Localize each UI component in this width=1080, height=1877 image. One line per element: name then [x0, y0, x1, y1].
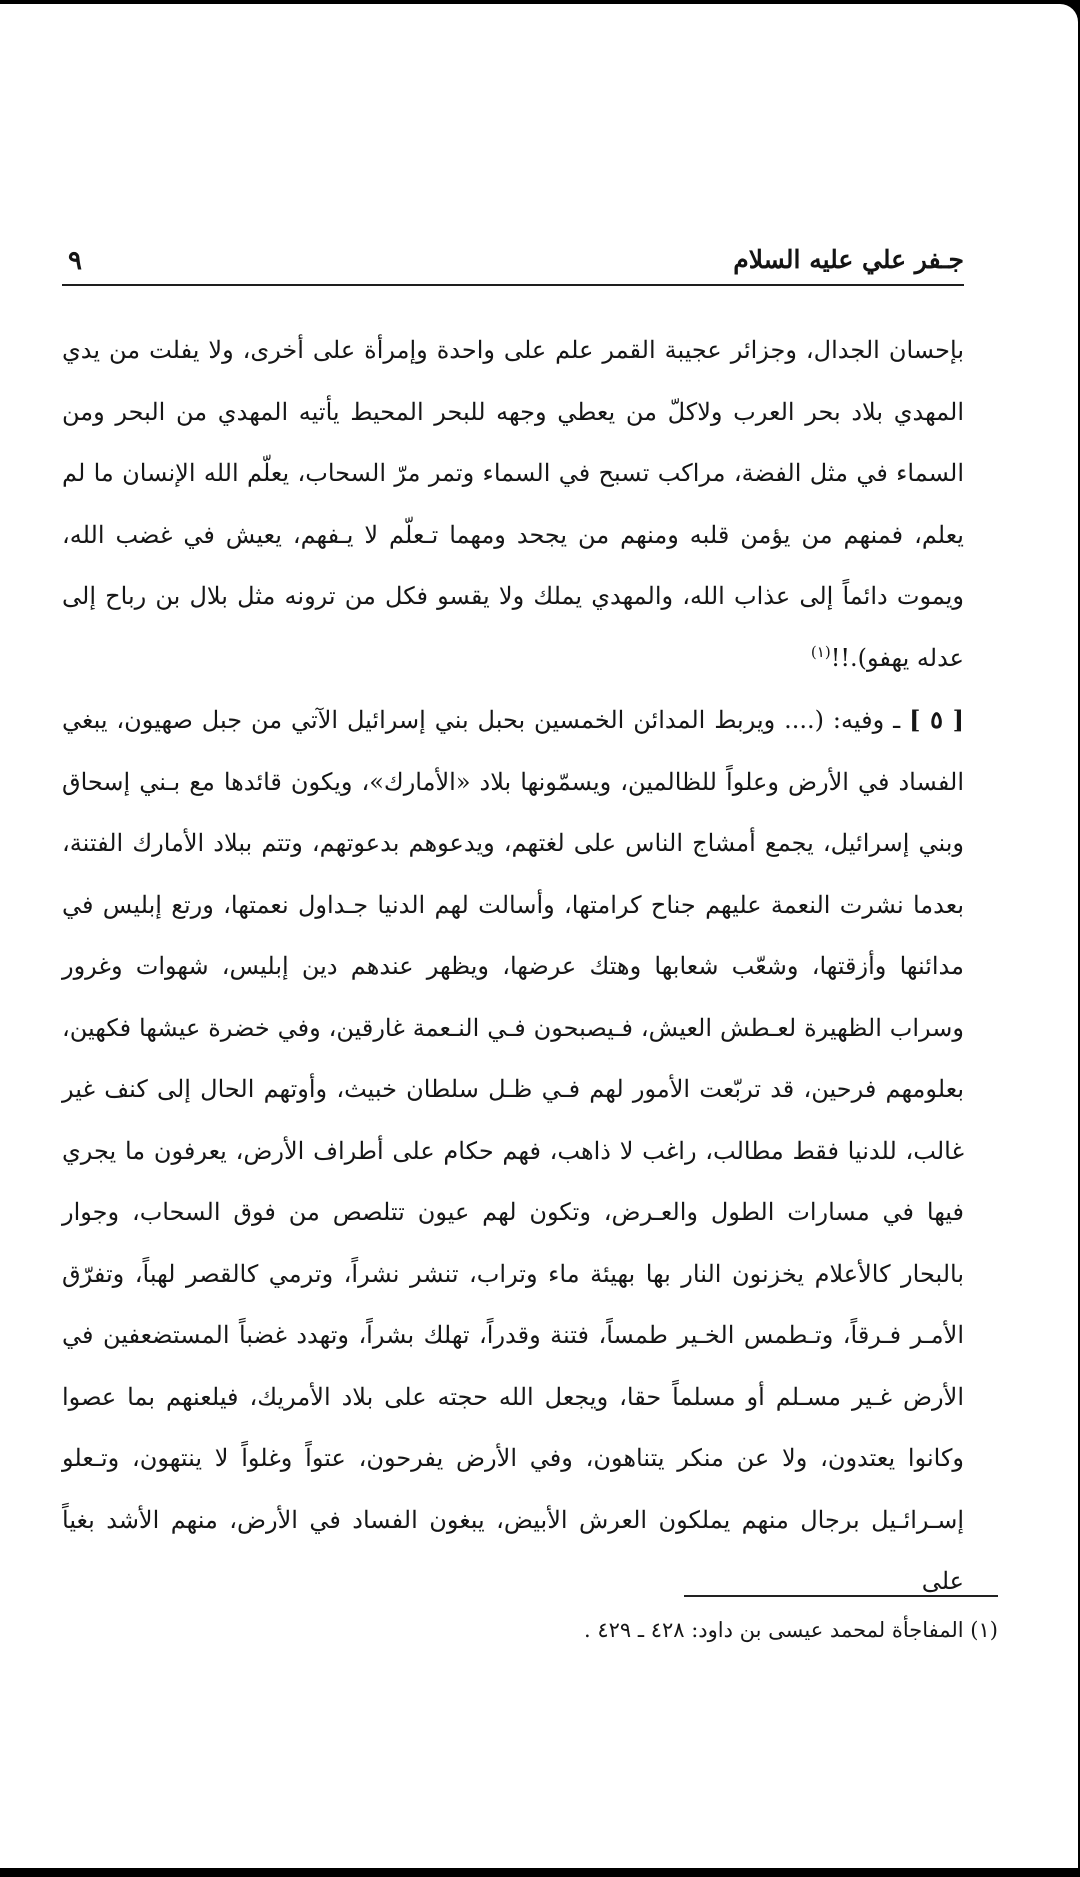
- footnote-separator: [684, 1595, 998, 1597]
- main-text: [62, 320, 964, 1613]
- paragraph-1-text: بإحسان الجدال، وجزائر عجيبة القمر علم على واحدة وإمرأة على أخرى، ولا يفلت من يدي المهدي بلاد بحر العرب ولاكلّ من يعطي وجهه للبحر المحيط يأتيه المهدي من البحر ومن السماء في مثل الفضة، مراكب تسبح في السماء وتمر مرّ السحاب، يعلّم الله الإنسان ما لم يعلم، فمنهم من يؤمن قلبه ومنهم من يجحد ومهما تـعلّم لا يـفهم، يعيش في غضب الله، ويموت دائماً إلى عذاب الله، والمهدي يملك ولا يقسو فكل من ترونه مثل بلال بن رباح إلى عدله يهفو).!!: [62, 336, 964, 672]
- paragraph-2: [62, 689, 964, 1613]
- running-title: جـفر علي عليه السلام: [733, 245, 964, 274]
- footnote: (١) المفاجأة لمحمد عيسى بن داود: ٤٢٨ ـ ٤٢٩ .: [583, 1618, 998, 1642]
- footnote-reference: (١): [810, 642, 831, 661]
- book-page: [0, 4, 1078, 1868]
- page-number: ٩: [68, 246, 82, 276]
- paragraph-2-text: ـ وفيه: (.... ويربط المدائن الخمسين بحبل بني إسرائيل الآتي من جبل صهيون، يبغي الفساد في الأرض وعلواً للظالمين، ويسمّونها بلاد «الأمارك»، ويكون قائدها مع بـني إسحاق وبني إسرائيل، يجمع أمشاج الناس على لغتهم، ويدعوهم بدعوتهم، وتتم ببلاد الأمارك الفتنة، بعدما نشرت النعمة عليهم جناح كرامتها، وأسالت لهم الدنيا جـداول نعمتها، ورتع إبليس في مدائنها وأزقتها، وشعّب شعابها وهتك عرضها، ويظهر عندهم دين إبليس، شهوات وغرور وسراب الظهيرة لعـطش العيش، فـيصبحون فـي النـعمة غارقين، وفي خضرة عيشها فكهين، بعلومهم فرحين، قد تربّعت الأمور لهم فـي ظـل سلطان خبيث، وأوتهم الحال إلى كنف غير غالب، للدنيا فقط مطالب، راغب لا ذاهب، فهم حكام على أطراف الأرض، يعرفون ما يجري فيها في مسارات الطول والعـرض، وتكون لهم عيون تتلصص من فوق السحاب، وجوار بالبحار كالأعلام يخزنون النار بها بهيئة ماء وتراب، تنشر نشراً، وترمي كالقصر لهباً، وتفرّق الأمـر فـرقاً، وتـطمس الخـير طمساً، فتنة وقدراً، تهلك بشراً، وتهدد غضباً المستضعفين في الأرض غـير مسـلم أو مسلماً حقا، ويجعل الله حجته على بلاد الأمريك، فيلعنهم بما عصوا وكانوا يعتدون، ولا عن منكر يتناهون، وفي الأرض يفرحون، عتواً وغلواً لا ينتهون، وتـعلو إسـرائـيل برجال منهم يملكون العرش الأبيض، يبغون الفساد في الأرض، منهم الأشد بغياً على: [62, 706, 965, 1595]
- paragraph-1: [62, 320, 964, 689]
- page-header: [62, 242, 964, 282]
- paragraph-number: [ ٥ ]: [909, 705, 964, 734]
- header-rule: [62, 284, 964, 286]
